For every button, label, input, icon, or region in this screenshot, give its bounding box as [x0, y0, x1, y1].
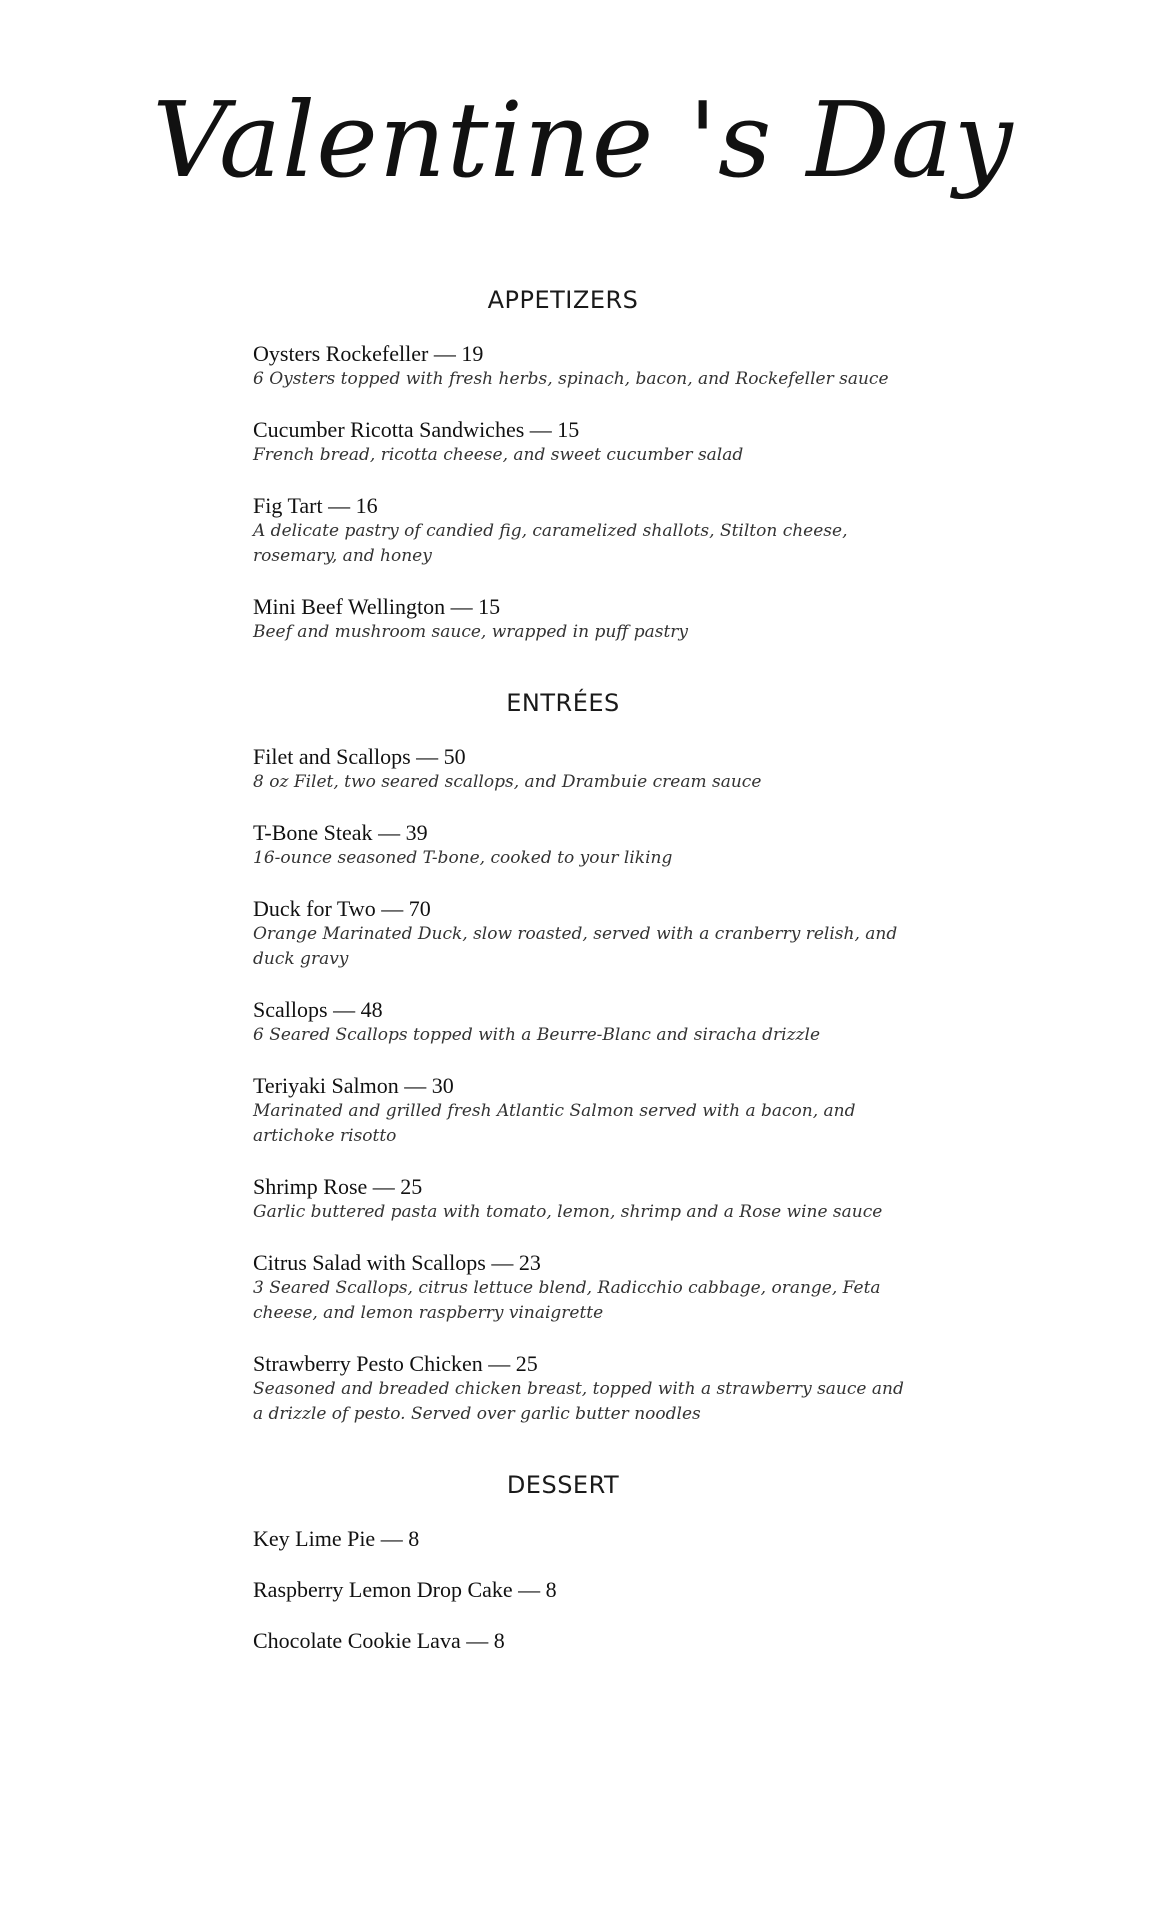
item-description: 3 Seared Scallops, citrus lettuce blend, Radicchio cabbage, orange, Feta cheese, and lemon raspberry vinaigrette	[253, 1278, 881, 1323]
item-description: French bread, ricotta cheese, and sweet cucumber salad	[253, 445, 744, 465]
item-name: Shrimp Rose	[253, 1174, 368, 1199]
item-description: Seasoned and breaded chicken breast, topped with a strawberry sauce and a drizzle of pesto. Served over garlic butter noodles	[253, 1379, 904, 1424]
menu-item: Citrus Salad with Scallops — 23 3 Seared Scallops, citrus lettuce blend, Radicchio cabbage, orange, Feta cheese, and lemon raspberry vinaigrette	[253, 1250, 913, 1326]
page-title: Valentine 's Day	[152, 79, 1014, 201]
item-name: Fig Tart	[253, 493, 323, 518]
item-name: Scallops	[253, 997, 328, 1022]
menu-item: Shrimp Rose — 25 Garlic buttered pasta with tomato, lemon, shrimp and a Rose wine sauce	[253, 1174, 913, 1225]
item-description: 6 Oysters topped with fresh herbs, spinach, bacon, and Rockefeller sauce	[253, 369, 889, 389]
item-price: 70	[408, 896, 431, 921]
item-name: Filet and Scallops	[253, 744, 411, 769]
menu-item: Cucumber Ricotta Sandwiches — 15 French bread, ricotta cheese, and sweet cucumber salad	[253, 417, 913, 468]
section-heading: ENTRÉES	[506, 689, 620, 717]
section-heading: DESSERT	[506, 1471, 620, 1499]
item-description: Garlic buttered pasta with tomato, lemon, shrimp and a Rose wine sauce	[253, 1202, 883, 1222]
menu-item: Key Lime Pie — 8	[253, 1526, 420, 1551]
item-description: Beef and mushroom sauce, wrapped in puff pastry	[253, 622, 689, 642]
item-description: Marinated and grilled fresh Atlantic Salmon served with a bacon, and artichoke risotto	[253, 1101, 856, 1146]
menu-item: Filet and Scallops — 50 8 oz Filet, two seared scallops, and Drambuie cream sauce	[253, 744, 913, 795]
item-price: 39	[405, 820, 428, 845]
item-price: 8	[408, 1526, 420, 1551]
section-heading: APPETIZERS	[487, 286, 639, 314]
menu	[253, 286, 913, 1679]
item-name: Strawberry Pesto Chicken	[253, 1351, 483, 1376]
menu-item: Chocolate Cookie Lava — 8	[253, 1628, 505, 1653]
item-price: 15	[478, 594, 501, 619]
item-name: Cucumber Ricotta Sandwiches	[253, 417, 525, 442]
item-price: 23	[518, 1250, 541, 1275]
item-name: Raspberry Lemon Drop Cake	[253, 1577, 513, 1602]
item-description: 6 Seared Scallops topped with a Beurre-Blanc and siracha drizzle	[253, 1025, 821, 1045]
menu-item: Oysters Rockefeller — 19 6 Oysters topped with fresh herbs, spinach, bacon, and Rockefeller sauce	[253, 341, 913, 392]
item-price: 50	[443, 744, 466, 769]
item-name: Mini Beef Wellington	[253, 594, 446, 619]
item-price: 8	[545, 1577, 557, 1602]
item-description: Orange Marinated Duck, slow roasted, served with a cranberry relish, and duck gravy	[253, 924, 898, 969]
item-name: Key Lime Pie	[253, 1526, 376, 1551]
item-description: 16-ounce seasoned T-bone, cooked to your liking	[253, 848, 673, 868]
item-price: 25	[515, 1351, 538, 1376]
item-name: Oysters Rockefeller	[253, 341, 429, 366]
item-name: Chocolate Cookie Lava	[253, 1628, 461, 1653]
item-price: 48	[360, 997, 383, 1022]
item-price: 25	[400, 1174, 423, 1199]
item-price: 15	[557, 417, 580, 442]
menu-item: Strawberry Pesto Chicken — 25 Seasoned and breaded chicken breast, topped with a strawberry sauce and a drizzle of pesto. Served over garlic butter noodles	[253, 1351, 913, 1427]
menu-item: Fig Tart — 16 A delicate pastry of candied fig, caramelized shallots, Stilton cheese, rosemary, and honey	[253, 493, 913, 569]
item-price: 30	[431, 1073, 454, 1098]
menu-item: Mini Beef Wellington — 15 Beef and mushroom sauce, wrapped in puff pastry	[253, 594, 913, 645]
item-price: 19	[461, 341, 484, 366]
item-price: 16	[355, 493, 378, 518]
menu-item: Duck for Two — 70 Orange Marinated Duck, slow roasted, served with a cranberry relish, and duck gravy	[253, 896, 913, 972]
menu-item: T-Bone Steak — 39 16-ounce seasoned T-bone, cooked to your liking	[253, 820, 913, 871]
item-name: Citrus Salad with Scallops	[253, 1250, 486, 1275]
item-price: 8	[493, 1628, 505, 1653]
item-name: T-Bone Steak	[253, 820, 373, 845]
menu-item: Raspberry Lemon Drop Cake — 8	[253, 1577, 557, 1602]
section-entrees	[253, 689, 913, 1427]
item-name: Teriyaki Salmon	[253, 1073, 399, 1098]
menu-item: Teriyaki Salmon — 30 Marinated and grilled fresh Atlantic Salmon served with a bacon, and artichoke risotto	[253, 1073, 913, 1149]
item-name: Duck for Two	[253, 896, 376, 921]
section-dessert	[253, 1471, 913, 1654]
item-description: 8 oz Filet, two seared scallops, and Drambuie cream sauce	[253, 772, 762, 792]
menu-item: Scallops — 48 6 Seared Scallops topped with a Beurre-Blanc and siracha drizzle	[253, 997, 913, 1048]
section-appetizers	[253, 286, 913, 645]
item-description: A delicate pastry of candied fig, caramelized shallots, Stilton cheese, rosemary, and honey	[253, 521, 848, 566]
